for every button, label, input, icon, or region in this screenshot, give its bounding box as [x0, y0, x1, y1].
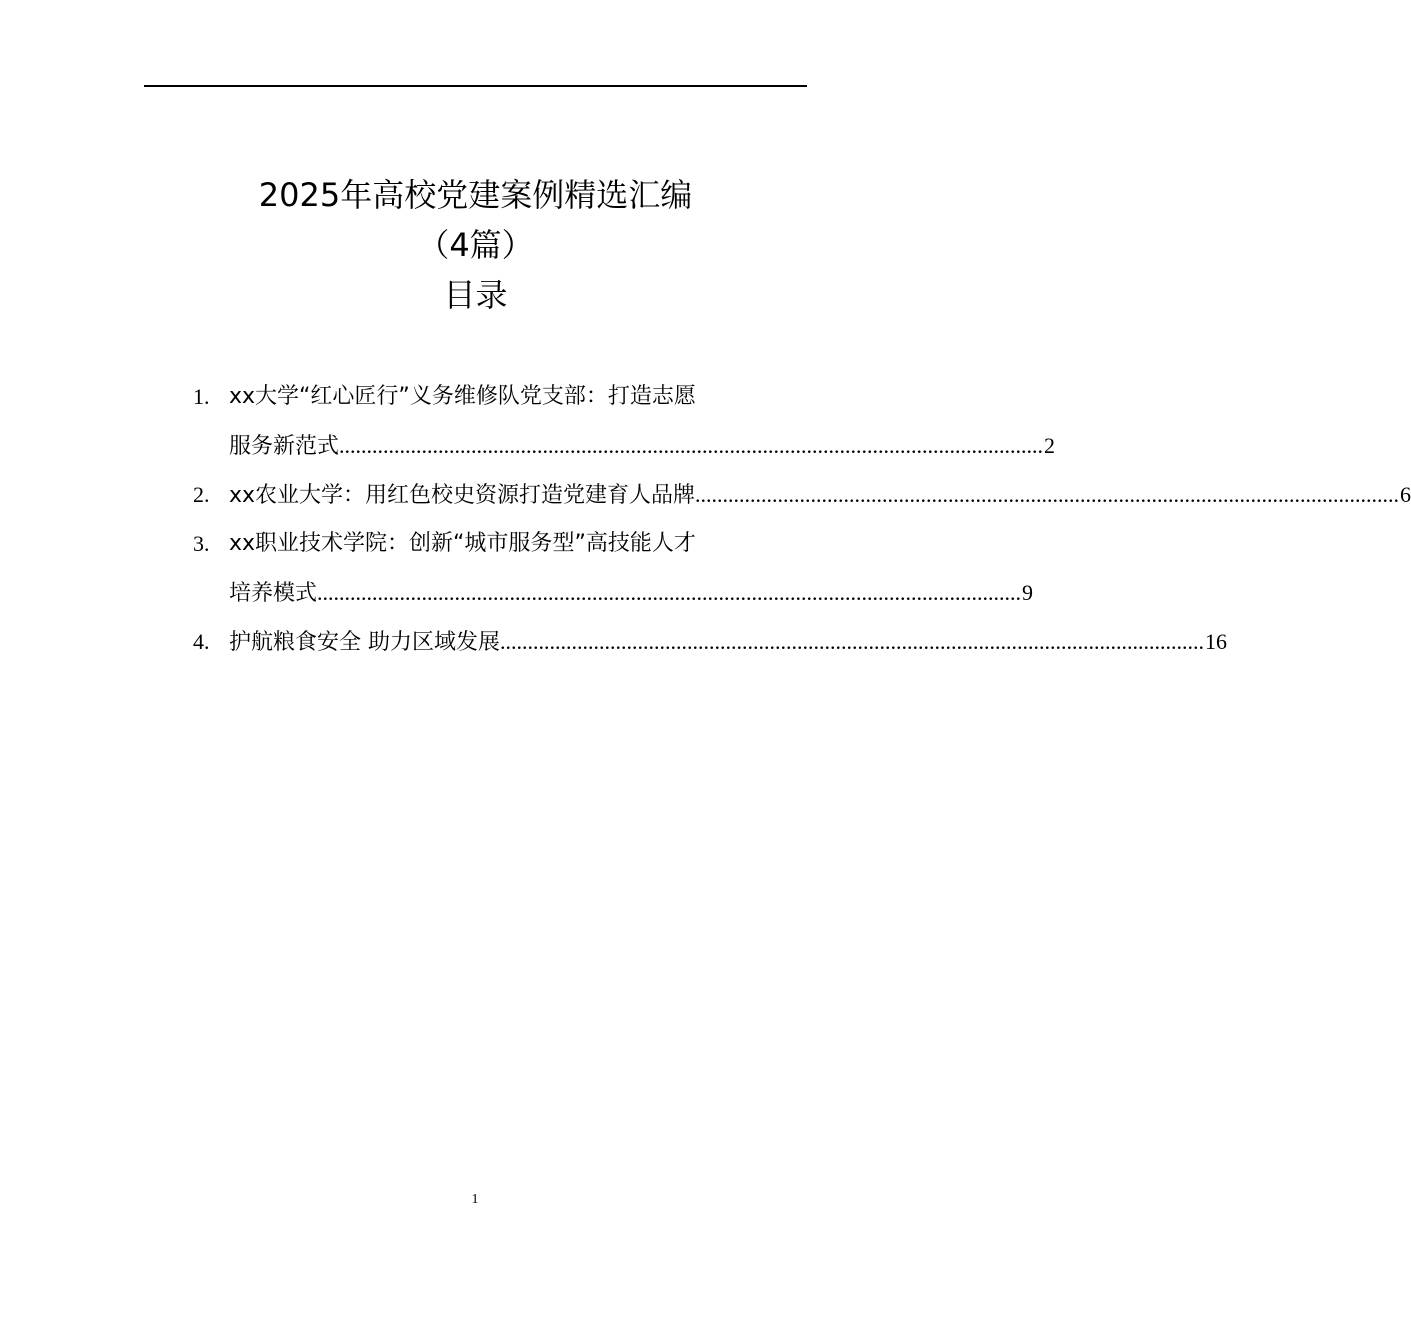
toc-entry-title: xx农业大学：用红色校史资源打造党建育人品牌	[229, 483, 696, 508]
toc-leader-dots: ................................................................................................................................	[500, 629, 1204, 654]
toc-entry-title-continued: 服务新范式	[229, 434, 340, 459]
toc-entry-title-continued: 培养模式	[229, 581, 318, 606]
toc-entry-2[interactable]	[193, 470, 1411, 519]
toc-page-number: 9	[1022, 580, 1034, 605]
toc-entry-number: 2.	[193, 482, 210, 507]
toc-leader-dots: ................................................................................................................................	[695, 482, 1400, 507]
toc-entry-number: 1.	[193, 384, 210, 409]
toc-page-number: 16	[1205, 629, 1227, 654]
toc-page-number: 6	[1400, 482, 1411, 507]
toc-entry-1[interactable]	[193, 372, 1056, 470]
footer-page-number: 1	[471, 1192, 479, 1207]
toc-leader-dots: ................................................................................................................................	[317, 580, 1022, 605]
toc-entry-number: 3.	[193, 531, 210, 556]
toc-entry-title: xx职业技术学院：创新“城市服务型”高技能人才	[229, 531, 696, 556]
title-line-2: （4篇）	[417, 226, 534, 264]
toc-entry-title: xx大学“红心匠行”义务维修队党支部：打造志愿	[229, 384, 696, 409]
toc-entry-4[interactable]	[193, 617, 1227, 666]
toc-entry-title: 护航粮食安全 助力区域发展	[229, 630, 500, 655]
title-line-1: 2025年高校党建案例精选汇编	[258, 176, 693, 214]
toc-page-number: 2	[1044, 433, 1056, 458]
table-of-contents	[193, 372, 1411, 666]
toc-entry-3[interactable]	[193, 519, 1034, 617]
header-rule	[144, 85, 807, 87]
toc-leader-dots: ................................................................................................................................	[339, 433, 1044, 458]
toc-heading: 目录	[443, 276, 508, 314]
toc-entry-number: 4.	[193, 629, 210, 654]
